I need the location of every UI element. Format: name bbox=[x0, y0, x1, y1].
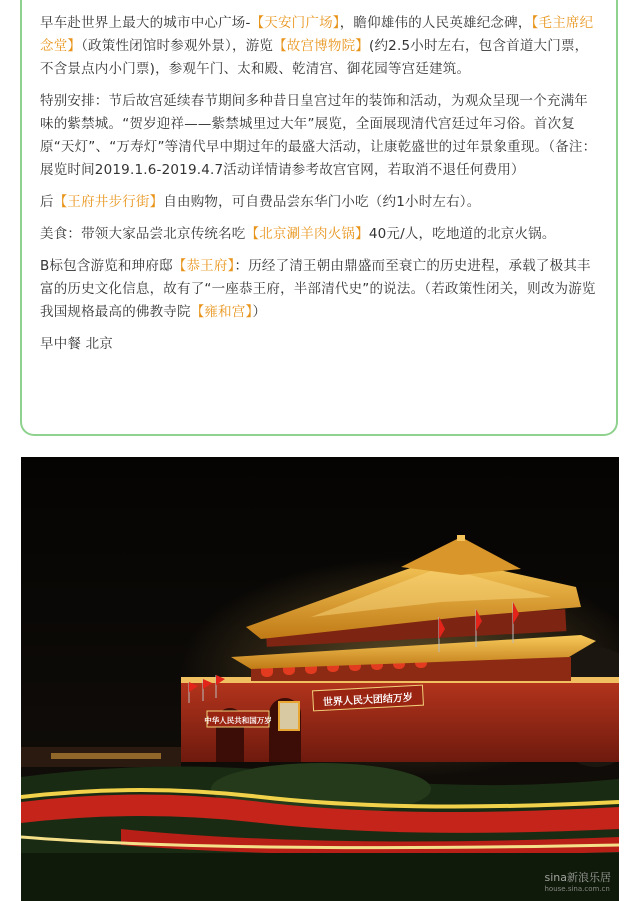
attraction-link[interactable]: 【王府井步行街】 bbox=[53, 194, 164, 210]
paragraph-text: B标包含游览和珅府邸 bbox=[40, 258, 173, 274]
paragraph-text: 特别安排：节后故宫延续春节期间多种昔日皇宫过年的装饰和活动，为观众呈现一个充满年味的紫禁城。“贺岁迎祥——紫禁城里过大年”展览，全面展现清代宫廷过年习俗。首次复原“天灯”、“万寿灯”等清代早中期过年的最盛大活动，让康乾盛世的过年景象重现。（备注：展览时间2019.1.6-2019.4.7活动详情请参考故宫官网，若取消不退任何费用） bbox=[40, 93, 597, 178]
itinerary-paragraph bbox=[40, 223, 600, 246]
itinerary-paragraph bbox=[40, 12, 600, 81]
itinerary-paragraph bbox=[40, 191, 600, 214]
watermark bbox=[545, 869, 612, 893]
paragraph-text: 后 bbox=[40, 194, 54, 210]
itinerary-paragraph bbox=[40, 90, 600, 182]
paragraph-text: ：历经了清王朝由鼎盛而至衰亡的历史进程，承载了极其丰富的历史文化信息，故有了“一座恭王府，半部清代史”的说法。（若政策性闭关，则改为游览我国规格最高的佛教寺院 bbox=[40, 258, 596, 320]
attraction-link[interactable]: 【毛主席纪念堂】 bbox=[40, 15, 594, 54]
watermark-url: house.sina.com.cn bbox=[544, 885, 610, 893]
attraction-link[interactable]: 【恭王府】 bbox=[172, 258, 235, 274]
paragraph-text: ，瞻仰雄伟的人民英雄纪念碑， bbox=[339, 15, 532, 31]
itinerary-card bbox=[20, 0, 618, 436]
tiananmen-illustration bbox=[21, 457, 619, 901]
paragraph-text: 早中餐 北京 bbox=[40, 336, 113, 352]
board-right: 世界人民大团结万岁 bbox=[322, 692, 414, 709]
attraction-link[interactable]: 【故宫博物院】 bbox=[273, 38, 370, 54]
attraction-link[interactable]: 【雍和宫】 bbox=[190, 304, 253, 320]
paragraph-text: 早车赴世界上最大的城市中心广场- bbox=[40, 15, 251, 31]
paragraph-text: (约2.5小时左右，包含首道大门票，不含景点内小门票)，参观午门、太和殿、乾清宫、御花园等宫廷建筑。 bbox=[40, 38, 589, 77]
paragraph-text: ） bbox=[252, 304, 267, 320]
attraction-link[interactable]: 【北京涮羊肉火锅】 bbox=[245, 226, 369, 242]
paragraph-text: 40元/人，吃地道的北京火锅。 bbox=[368, 226, 556, 242]
paragraph-text: 美食：带领大家品尝北京传统名吃 bbox=[40, 226, 246, 242]
itinerary-text bbox=[40, 12, 600, 356]
tiananmen-night-photo bbox=[21, 457, 619, 901]
itinerary-paragraph bbox=[40, 255, 600, 324]
paragraph-text: 自由购物，可自费品尝东华门小吃（约1小时左右）。 bbox=[163, 194, 481, 210]
board-left: 中华人民共和国万岁 bbox=[204, 716, 272, 725]
watermark-text: sina新浪乐居 bbox=[544, 871, 611, 884]
itinerary-paragraph bbox=[40, 333, 600, 356]
paragraph-text: （政策性闭馆时参观外景），游览 bbox=[81, 38, 274, 54]
attraction-link[interactable]: 【天安门广场】 bbox=[250, 15, 340, 31]
